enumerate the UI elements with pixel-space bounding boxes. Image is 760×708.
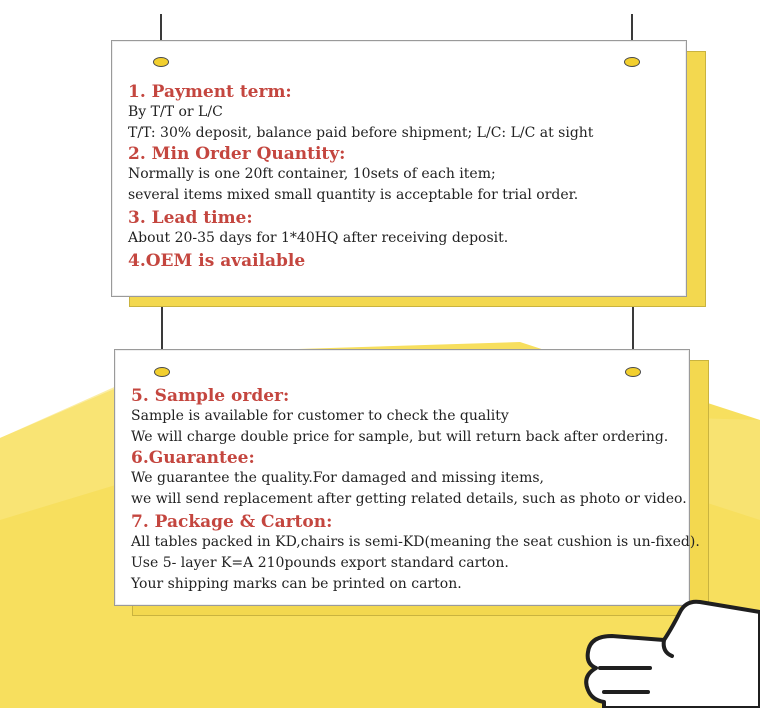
section-text: Use 5- layer K=A 210pounds export standard carton. [131, 555, 509, 571]
section-text: we will send replacement after getting related details, such as photo or video. [131, 491, 687, 507]
section-heading: 5. Sample order: [131, 386, 290, 406]
section-text: We will charge double price for sample, but will return back after ordering. [131, 429, 669, 445]
section-text: several items mixed small quantity is acceptable for trial order. [128, 187, 579, 203]
section-text: Normally is one 20ft container, 10sets of each item; [128, 166, 496, 182]
section-text: Your shipping marks can be printed on carton. [131, 576, 462, 592]
section-text: About 20-35 days for 1*40HQ after receiving deposit. [128, 230, 509, 246]
section-heading: 1. Payment term: [128, 82, 292, 102]
section-heading: 2. Min Order Quantity: [128, 144, 346, 164]
section-heading: 7. Package & Carton: [131, 512, 333, 532]
section-text: We guarantee the quality.For damaged and missing items, [131, 470, 545, 486]
section-text: Sample is available for customer to check the quality [131, 408, 509, 424]
section-text: T/T: 30% deposit, balance paid before shipment; L/C: L/C at sight [128, 125, 594, 141]
section-heading: 3. Lead time: [128, 208, 253, 228]
section-text: All tables packed in KD,chairs is semi-KD(meaning the seat cushion is un-fixed). [131, 534, 700, 550]
section-text: By T/T or L/C [128, 104, 223, 120]
section-heading: 4.OEM is available [128, 251, 306, 271]
section-heading: 6.Guarantee: [131, 448, 255, 468]
